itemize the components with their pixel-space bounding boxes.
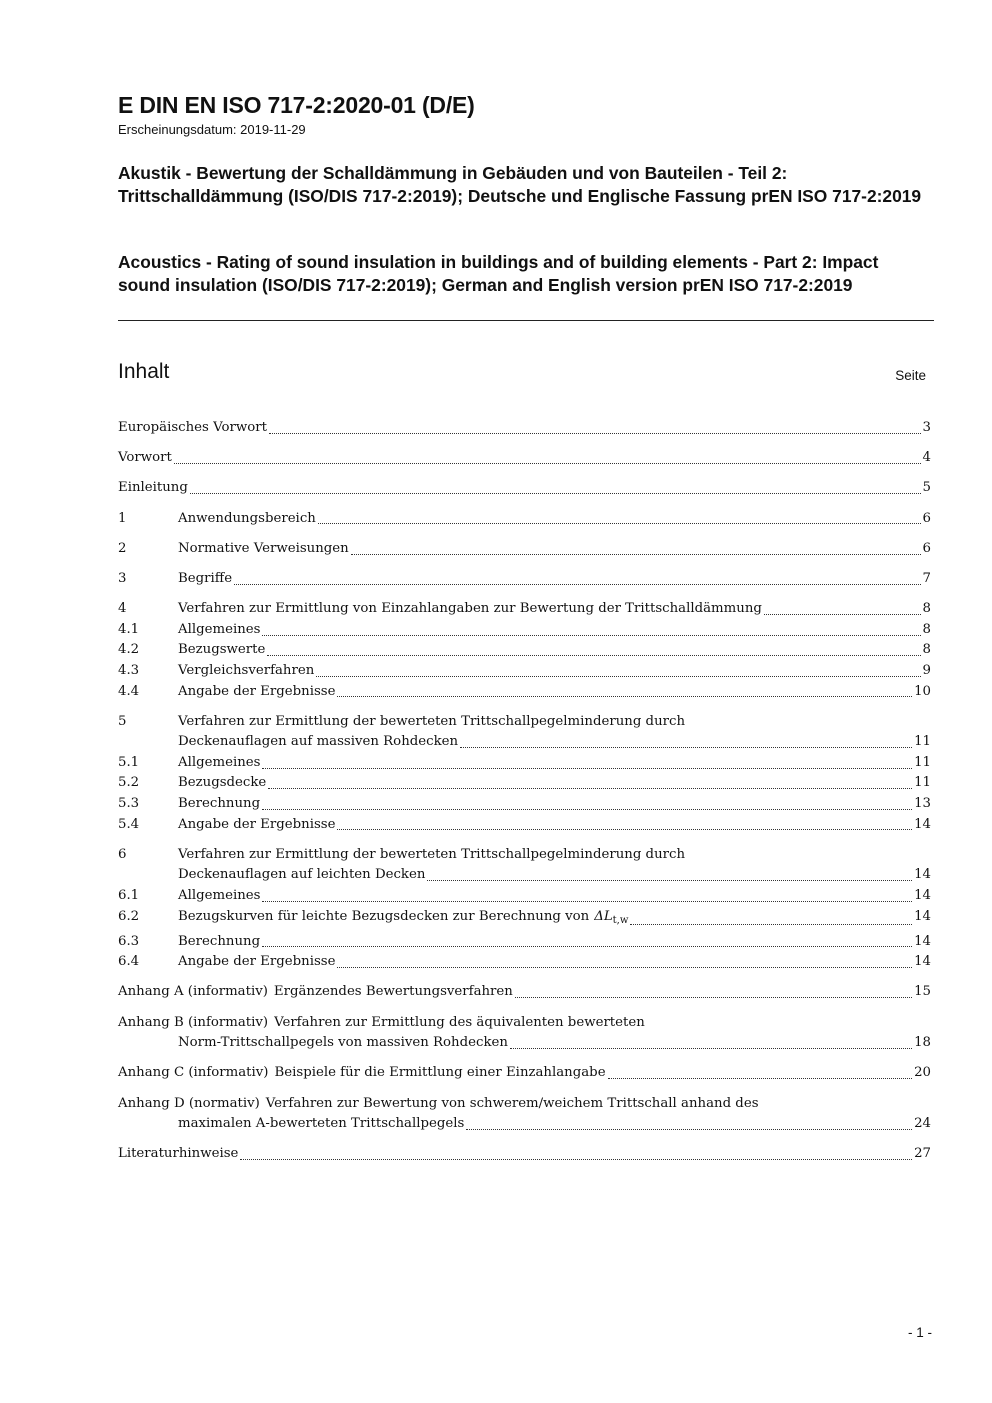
toc-entry-6-2[interactable] [118, 907, 931, 932]
toc-page-number: 11 [914, 734, 931, 750]
toc-annex-label: Anhang B (informativ) [118, 1014, 269, 1030]
toc-leader [337, 829, 912, 830]
toc-entry-text: Verfahren zur Bewertung von schwerem/weichem Trittschall anhand des [265, 1095, 759, 1111]
toc-page-number: 18 [914, 1035, 931, 1051]
toc-section-number: 5.1 [118, 754, 140, 770]
toc-leader [268, 788, 912, 789]
title-german: Akustik - Bewertung der Schalldämmung in Gebäuden und von Bauteilen - Teil 2: Trittschalldämmung (ISO/DIS 717-2:2019); Deutsche und Englische Fassung prEN ISO 717-2:2019 [118, 163, 922, 206]
toc-section-number: 6.1 [118, 888, 140, 904]
table-of-contents [118, 418, 931, 1165]
toc-entry-text: Verfahren zur Ermittlung des äquivalenten bewerteten [274, 1014, 645, 1030]
toc-entry-5-4[interactable] [118, 815, 931, 836]
toc-entry-text: Literaturhinweise [118, 1146, 239, 1162]
toc-page-number: 8 [922, 642, 931, 658]
toc-page-number: 14 [914, 954, 931, 970]
toc-entry-5-3[interactable] [118, 794, 931, 815]
toc-entry-text: Verfahren zur Ermittlung der bewerteten Trittschallpegelminderung durch [178, 713, 686, 729]
toc-leader [764, 614, 921, 615]
toc-entry-annex-b[interactable] [118, 1013, 931, 1034]
toc-page-number: 15 [914, 984, 931, 1000]
toc-entry-text: Bezugsdecke [178, 775, 267, 791]
toc-leader [515, 997, 912, 998]
page-number-footer: - 1 - [907, 1325, 932, 1340]
toc-entry-text: Deckenauflagen auf leichten Decken [178, 867, 426, 883]
toc-annex-label: Anhang C (informativ) [118, 1065, 269, 1081]
toc-section-number: 4.4 [118, 683, 140, 699]
toc-entry-text: Verfahren zur Ermittlung der bewerteten Trittschallpegelminderung durch [178, 846, 686, 862]
toc-entry-6-continued[interactable] [118, 865, 931, 886]
toc-entry-6-3[interactable] [118, 932, 931, 953]
toc-section-number: 6.3 [118, 933, 140, 949]
toc-page-number: 27 [914, 1146, 931, 1162]
toc-entry-annex-b-continued[interactable] [118, 1033, 931, 1054]
toc-section-number: 2 [118, 540, 127, 556]
toc-entry-text: Angabe der Ergebnisse [178, 683, 336, 699]
delta-l-subscript: t,w [612, 914, 629, 926]
toc-leader [269, 433, 921, 434]
toc-section-number: 6.4 [118, 954, 140, 970]
toc-leader [262, 946, 912, 947]
toc-page-number: 20 [914, 1065, 931, 1081]
toc-leader [630, 924, 912, 925]
toc-leader [174, 463, 921, 464]
toc-leader [337, 696, 912, 697]
toc-entry-6[interactable] [118, 845, 931, 866]
toc-page-number: 6 [922, 540, 931, 556]
toc-entry-4-3[interactable] [118, 661, 931, 682]
toc-section-number: 4.2 [118, 642, 140, 658]
toc-page-number: 6 [922, 510, 931, 526]
toc-page-number: 7 [922, 570, 931, 586]
toc-entry-annex-d-continued[interactable] [118, 1114, 931, 1135]
toc-entry-4-2[interactable] [118, 640, 931, 661]
toc-entry-annex-c[interactable] [118, 1063, 931, 1084]
toc-page-number: 10 [914, 683, 931, 699]
toc-page-number: 11 [914, 775, 931, 791]
toc-entry-text: Anwendungsbereich [178, 510, 316, 526]
toc-page-number: 14 [914, 888, 931, 904]
toc-entry-5[interactable] [118, 712, 931, 733]
toc-page-number: 4 [922, 450, 931, 466]
toc-entry-4-4[interactable] [118, 682, 931, 703]
toc-entry-1[interactable] [118, 509, 931, 530]
toc-leader [262, 901, 912, 902]
toc-entry-5-2[interactable] [118, 773, 931, 794]
toc-entry-text: Vergleichsverfahren [178, 662, 315, 678]
toc-entry-text: Allgemeines [178, 754, 261, 770]
toc-entry-vorwort-eu[interactable] [118, 418, 931, 439]
toc-entry-text: Verfahren zur Ermittlung von Einzahlangaben zur Bewertung der Trittschalldämmung [178, 601, 762, 617]
toc-annex-label: Anhang D (normativ) [118, 1095, 260, 1111]
toc-leader [262, 768, 912, 769]
toc-entry-text: Beispiele für die Ermittlung einer Einzahlangabe [274, 1065, 606, 1081]
toc-entry-vorwort[interactable] [118, 448, 931, 469]
toc-section-number: 5.4 [118, 816, 140, 832]
toc-leader [234, 584, 920, 585]
toc-entry-5-continued[interactable] [118, 732, 931, 753]
toc-section-number: 4.1 [118, 621, 140, 637]
toc-entry-text: Allgemeines [178, 621, 261, 637]
toc-entry-text: Einleitung [118, 480, 188, 496]
toc-section-number: 6.2 [118, 908, 140, 924]
toc-entry-text: Normative Verweisungen [178, 540, 349, 556]
toc-page-number: 5 [922, 480, 931, 496]
toc-entry-6-1[interactable] [118, 886, 931, 907]
toc-leader [267, 655, 920, 656]
toc-math-symbol [594, 907, 628, 929]
toc-entry-text: Norm-Trittschallpegels von massiven Rohdecken [178, 1035, 508, 1051]
document-page [118, 0, 934, 1403]
toc-entry-text: Europäisches Vorwort [118, 420, 267, 435]
toc-entry-4[interactable] [118, 599, 931, 620]
toc-entry-text: maximalen A-bewerteten Trittschallpegels [178, 1116, 465, 1132]
toc-entry-text: Berechnung [178, 933, 261, 949]
toc-entry-6-4[interactable] [118, 952, 931, 973]
toc-leader [608, 1078, 913, 1079]
toc-entry-text: Angabe der Ergebnisse [178, 954, 336, 970]
toc-leader [427, 880, 912, 881]
toc-entry-text: Bezugskurven für leichte Bezugsdecken zur Berechnung von [178, 908, 590, 924]
toc-page-number: 13 [914, 796, 931, 812]
toc-leader [466, 1129, 912, 1130]
toc-section-number: 5.3 [118, 796, 140, 812]
document-id: E DIN EN ISO 717-2:2020-01 (D/E) [118, 92, 475, 118]
toc-page-number: 9 [922, 662, 931, 678]
toc-entry-5-1[interactable] [118, 753, 931, 774]
toc-entry-text: Deckenauflagen auf massiven Rohdecken [178, 734, 459, 750]
toc-entry-3[interactable] [118, 569, 931, 590]
toc-entry-annex-a[interactable] [118, 982, 931, 1003]
toc-entry-text: Begriffe [178, 570, 233, 586]
toc-entry-einleitung[interactable] [118, 478, 931, 499]
toc-entry-2[interactable] [118, 539, 931, 560]
toc-section-number: 3 [118, 570, 127, 586]
toc-leader [351, 554, 921, 555]
toc-page-number: 11 [914, 754, 931, 770]
toc-entry-text: Angabe der Ergebnisse [178, 816, 336, 832]
toc-entry-text: Ergänzendes Bewertungsverfahren [273, 984, 513, 1000]
toc-section-number: 4 [118, 601, 127, 617]
toc-entry-text: Berechnung [178, 796, 261, 812]
title-english: Acoustics - Rating of sound insulation in buildings and of building elements - Part 2: Impact sound insulation (ISO/DIS 717-2:2019); German and English version prEN ISO 717-2:2019 [118, 252, 879, 295]
toc-leader [318, 523, 921, 524]
publication-date: Erscheinungsdatum: 2019-11-29 [118, 122, 306, 137]
toc-page-label: Seite [895, 368, 926, 383]
toc-page-number: 24 [914, 1116, 931, 1132]
toc-annex-label: Anhang A (informativ) [118, 984, 268, 1000]
toc-leader [240, 1159, 912, 1160]
toc-entry-text: Vorwort [118, 450, 172, 466]
toc-section-number: 6 [118, 846, 127, 862]
title-divider [118, 320, 934, 321]
toc-page-number: 8 [922, 621, 931, 637]
delta-l-symbol: ΔL [594, 908, 613, 924]
toc-heading: Inhalt [118, 360, 170, 383]
toc-section-number: 5 [118, 713, 127, 729]
toc-leader [190, 493, 921, 494]
toc-page-number: 8 [922, 601, 931, 617]
toc-entry-text: Allgemeines [178, 888, 261, 904]
toc-leader [510, 1048, 912, 1049]
toc-entry-text: Bezugswerte [178, 642, 266, 658]
toc-page-number: 14 [914, 867, 931, 883]
toc-leader [337, 967, 912, 968]
toc-page-number: 14 [914, 933, 931, 949]
toc-section-number: 4.3 [118, 662, 140, 678]
toc-section-number: 1 [118, 510, 127, 526]
toc-entry-annex-d[interactable] [118, 1094, 931, 1115]
toc-page-number: 14 [914, 816, 931, 832]
toc-entry-4-1[interactable] [118, 620, 931, 641]
toc-leader [262, 809, 912, 810]
toc-page-number: 3 [922, 420, 931, 435]
toc-page-number: 14 [914, 908, 931, 924]
toc-leader [316, 676, 920, 677]
toc-entry-literatur[interactable] [118, 1144, 931, 1165]
toc-leader [262, 635, 920, 636]
toc-section-number: 5.2 [118, 775, 140, 791]
toc-leader [460, 747, 912, 748]
